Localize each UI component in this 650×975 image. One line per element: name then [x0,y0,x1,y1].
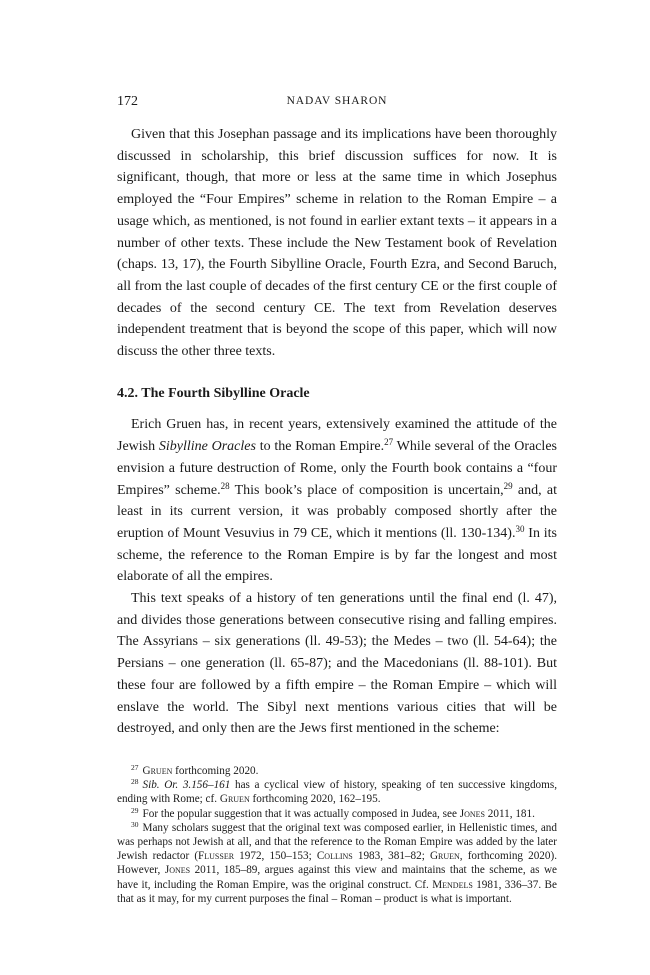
running-header [117,94,557,112]
footnote-29: $^{29}$ For the popular suggestion that it was actually composed in Judea, see Jones 2011, 181. [131,805,535,820]
footnote-27: $^{27}$ Gruen forthcoming 2020. [131,762,259,777]
body-text [117,124,557,740]
running-title: NADAV SHARON [286,95,388,107]
paragraph-1: Given that this Josephan passage and its implications have been thoroughly discussed in scholarship, this brief discussion suffices for now. It is significant, though, that more or less at the same time in which Josephus employed the “Four Empires” scheme in relation to the Roman Empire – a usage which, as mentioned, is not found in earlier extant texts – it appears in a number of other texts. These include the New Testament book of Revelation (chaps. 13, 17), the Fourth Sibylline Oracle, Fourth Ezra, and Second Baruch, all from the last couple of decades of the first century CE or the first couple of decades of the second century CE. The text from Revelation deserves independent treatment that is beyond the scope of this paper, which will now discuss the other three texts. [117,127,557,360]
paragraph-2: Erich Gruen has, in recent years, extensively examined the attitude of the Jewish Sibylline Oracles to the Roman Empire.$^{27}$ While several of the Oracles envision a future destruction of Rome, only the Fourth book contains a “four Empires” scheme.$^{28}$ This book’s place of composition is uncertain,$^{29}$ and, at least in its current version, it was probably composed shortly after the eruption of Mount Vesuvius in 79 CE, which it mentions (ll. 130-134).$^{30}$ In its scheme, the reference to the Roman Empire is by far the longest and most elaborate of all the empires. [117,417,557,585]
page-number: 172 [117,94,138,109]
footnote-28: $^{28}$ Sib. Or. 3.156–161 has a cyclical view of history, speaking of ten successive kingdoms, ending with Rome; cf. Gruen forthcoming 2020, 162–195. [117,777,557,806]
section-heading: 4.2. The Fourth Sibylline Oracle [117,385,310,401]
footnote-30: $^{30}$ Many scholars suggest that the original text was composed earlier, in Hellenistic times, and was perhaps not Jewish at all, and that the reference to the Roman Empire was added by the later Jewish redactor (Flusser 1972, 150–153; Collins 1983, 381–82; Gruen, forthcoming 2020). However, Jones 2011, 185–89, argues against this view and maintains that the scheme, as we have it, including the Roman Empire, was the original construct. Cf. Mendels 1981, 336–37. Be that as it may, for my current purposes the final – Roman – product is what is important. [117,819,558,905]
footnotes [117,764,557,906]
paragraph-3: This text speaks of a history of ten generations until the final end (l. 47), and divides those generations between consecutive rising and falling empires. The Assyrians – six generations (ll. 49-53); the Medes – two (ll. 54-64); the Persians – one generation (ll. 65-87); and the Macedonians (ll. 88-101). But these four are followed by a fifth empire – the Roman Empire – which will enslave the world. The Sibyl next mentions various cities that will be destroyed, and only then are the Jews first mentioned in the scheme: [117,591,557,737]
document-page [117,94,557,906]
